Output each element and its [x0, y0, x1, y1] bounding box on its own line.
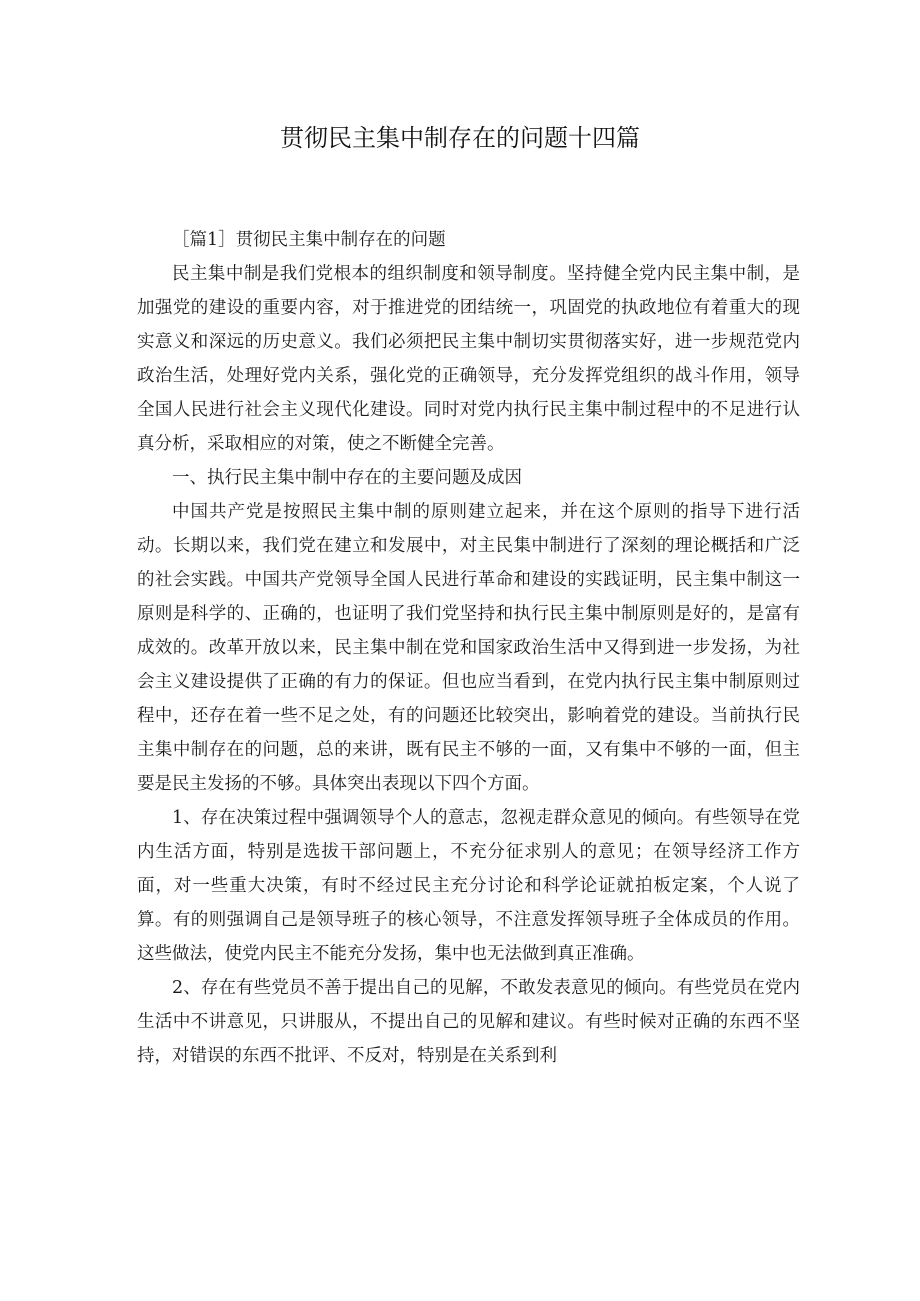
paragraph: 2、存在有些党员不善于提出自己的见解，不敢发表意见的倾向。有些党员在党内生活中不讲意见，只讲服从，不提出自己的见解和建议。有些时候对正确的东西不坚持，对错误的东西不批评、不反对，特别是在关系到利	[137, 978, 800, 1066]
document-title: 贯彻民主集中制存在的问题十四篇	[280, 124, 640, 152]
subsection-heading: 一、执行民主集中制中存在的主要问题及成因	[172, 468, 522, 488]
paragraph: 中国共产党是按照民主集中制的原则建立起来，并在这个原则的指导下进行活动。长期以来，我们党在建立和发展中，对主民集中制进行了深刻的理论概括和广泛的社会实践。中国共产党领导全国人民进行革命和建设的实践证明，民主集中制这一原则是科学的、正确的，也证明了我们党坚持和执行民主集中制原则是好的，是富有成效的。改革开放以来，民主集中制在党和国家政治生活中又得到进一步发扬，为社会主义建设提供了正确的有力的保证。但也应当看到，在党内执行民主集中制原则过程中，还存在着一些不足之处，有的问题还比较突出，影响着党的建设。当前执行民主集中制存在的问题，总的来讲，既有民主不够的一面，又有集中不够的一面，但主要是民主发扬的不够。具体突出表现以下四个方面。	[137, 502, 800, 794]
document-body	[137, 223, 800, 1073]
paragraph: 1、存在决策过程中强调领导个人的意志，忽视走群众意见的倾向。有些领导在党内生活方面，特别是选拔干部问题上，不充分征求别人的意见；在领导经济工作方面，对一些重大决策，有时不经过民主充分讨论和科学论证就拍板定案，个人说了算。有的则强调自己是领导班子的核心领导，不注意发挥领导班子全体成员的作用。这些做法，使党内民主不能充分发扬，集中也无法做到真正准确。	[137, 808, 800, 964]
paragraph: 民主集中制是我们党根本的组织制度和领导制度。坚持健全党内民主集中制，是加强党的建设的重要内容，对于推进党的团结统一，巩固党的执政地位有着重大的现实意义和深远的历史意义。我们必须把民主集中制切实贯彻落实好，进一步规范党内政治生活，处理好党内关系，强化党的正确领导，充分发挥党组织的战斗作用，领导全国人民进行社会主义现代化建设。同时对党内执行民主集中制过程中的不足进行认真分析，采取相应的对策，使之不断健全完善。	[137, 264, 800, 454]
section-heading: ［篇1］贯彻民主集中制存在的问题	[172, 230, 446, 250]
